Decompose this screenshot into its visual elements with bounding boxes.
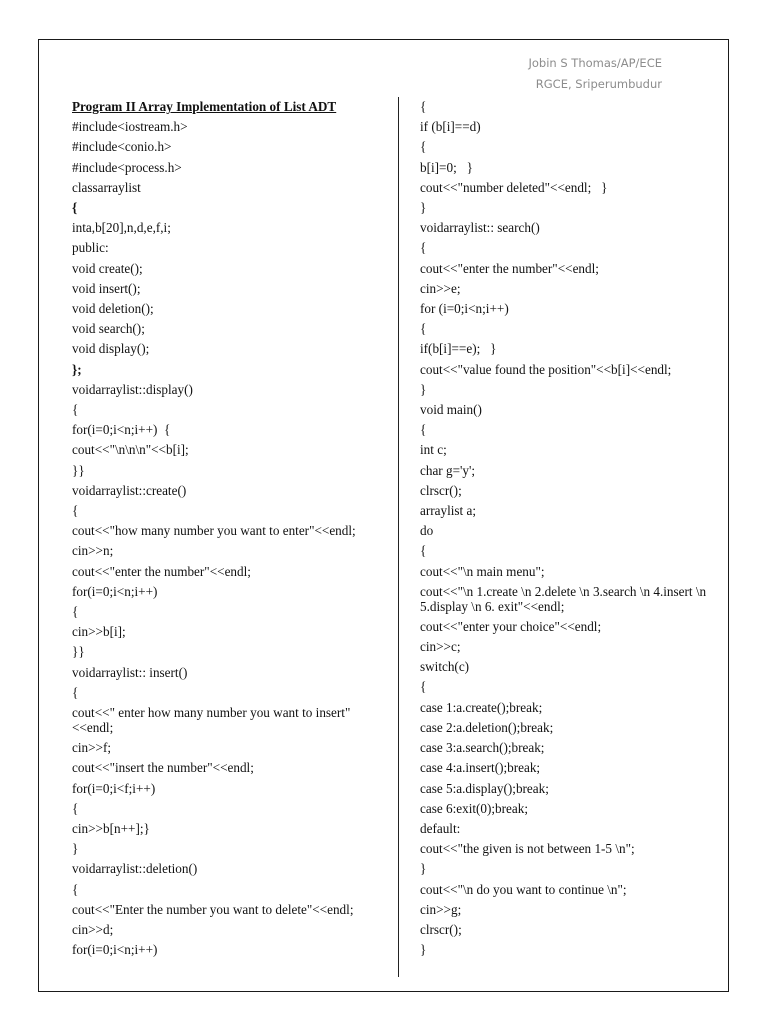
code-line: case 5:a.display();break; [420, 780, 549, 796]
code-line: { [420, 139, 427, 155]
code-line: default: [420, 820, 461, 836]
code-line: voidarraylist:: search() [420, 220, 540, 236]
code-line: { [72, 503, 79, 519]
code-line: cin>>d; [72, 921, 114, 937]
code-line: cin>>c; [420, 639, 461, 655]
code-line: for(i=0;i<n;i++) [72, 583, 158, 599]
code-line: clrscr(); [420, 921, 462, 937]
code-line: cin>>g; [420, 901, 462, 917]
code-line: }} [72, 644, 85, 660]
code-line: { [420, 543, 427, 559]
code-line: cout<<"number deleted"<<endl; } [420, 179, 608, 195]
code-line: void create(); [72, 260, 143, 276]
code-line: cin>>b[i]; [72, 624, 126, 640]
code-line: { [72, 402, 79, 418]
code-line: cout<<"Enter the number you want to delete"<<endl; [72, 901, 354, 917]
code-line: cout<<"\n\n\n"<<b[i]; [72, 442, 189, 458]
code-line: { [420, 321, 427, 337]
code-line: char g='y'; [420, 462, 476, 478]
code-line: } [420, 942, 427, 958]
code-line: } [420, 381, 427, 397]
code-line: if (b[i]==d) [420, 119, 481, 135]
code-line: void insert(); [72, 280, 141, 296]
code-line: cin>>f; [72, 740, 112, 756]
code-line: #include<iostream.h> [72, 119, 188, 135]
code-line: cout<<"\n main menu"; [420, 563, 545, 579]
code-line: case 2:a.deletion();break; [420, 719, 554, 735]
right-code-column [420, 97, 720, 960]
code-line: cin>>e; [420, 280, 461, 296]
code-line: cout<<"enter your choice"<<endl; [420, 618, 602, 634]
code-line: switch(c) [420, 659, 470, 675]
code-line: { [420, 679, 427, 695]
code-line: case 3:a.search();break; [420, 740, 545, 756]
code-line: clrscr(); [420, 482, 462, 498]
code-line: cin>>n; [72, 543, 114, 559]
code-line: public: [72, 240, 109, 256]
code-line: }; [72, 361, 82, 377]
code-line: for (i=0;i<n;i++) [420, 301, 509, 317]
program-title: Program II Array Implementation of List ADT [72, 99, 337, 114]
code-line: { [72, 881, 79, 897]
code-line: }} [72, 462, 85, 478]
code-line: #include<process.h> [72, 159, 182, 175]
code-line: } [72, 841, 79, 857]
header-institution: RGCE, Sriperumbudur [535, 77, 662, 91]
code-line: case 4:a.insert();break; [420, 760, 541, 776]
code-line: case 6:exit(0);break; [420, 800, 529, 816]
code-line: b[i]=0; } [420, 159, 473, 175]
code-line: classarraylist [72, 179, 141, 195]
code-line: #include<conio.h> [72, 139, 172, 155]
code-line: cout<<"value found the position"<<b[i]<<endl; [420, 361, 672, 377]
code-line: voidarraylist::display() [72, 381, 193, 397]
code-line: cout<<"enter the number"<<endl; [420, 260, 599, 276]
code-line: { [72, 604, 79, 620]
code-line: voidarraylist::deletion() [72, 861, 198, 877]
code-line: cout<<"insert the number"<<endl; [72, 760, 254, 776]
code-line: { [72, 800, 79, 816]
code-line: cout<<"\n 1.create \n 2.delete \n 3.search \n 4.insert \n 5.display \n 6. exit"<<endl; [420, 583, 710, 614]
code-line: void display(); [72, 341, 150, 357]
code-line: if(b[i]==e); } [420, 341, 497, 357]
code-line: cin>>b[n++];} [72, 820, 150, 836]
code-line: for(i=0;i<f;i++) [72, 780, 156, 796]
code-line: cout<<"how many number you want to enter"<<endl; [72, 523, 356, 539]
code-line: { [420, 99, 427, 114]
code-line: voidarraylist::create() [72, 482, 187, 498]
code-line: arraylist a; [420, 503, 477, 519]
code-line: voidarraylist:: insert() [72, 664, 188, 680]
code-line: { [72, 200, 78, 216]
code-line: int c; [420, 442, 447, 458]
code-line: } [420, 200, 427, 216]
code-line: cout<<"the given is not between 1-5 \n"; [420, 841, 635, 857]
code-line: { [72, 684, 79, 700]
page-header [528, 53, 662, 95]
code-line: } [420, 861, 427, 877]
header-author: Jobin S Thomas/AP/ECE [528, 56, 662, 70]
code-line: cout<<"\n do you want to continue \n"; [420, 881, 627, 897]
code-line: for(i=0;i<n;i++) [72, 942, 158, 958]
code-line: void main() [420, 402, 482, 418]
left-code-column [72, 97, 390, 960]
code-line: do [420, 523, 434, 539]
code-line: inta,b[20],n,d,e,f,i; [72, 220, 171, 236]
code-line: for(i=0;i<n;i++) { [72, 422, 171, 438]
code-line: case 1:a.create();break; [420, 699, 543, 715]
code-line: void deletion(); [72, 301, 154, 317]
code-line: cout<<" enter how many number you want to insert"<<endl; [72, 705, 351, 736]
code-line: { [420, 422, 427, 438]
code-line: { [420, 240, 427, 256]
code-line: void search(); [72, 321, 145, 337]
code-line: cout<<"enter the number"<<endl; [72, 563, 251, 579]
column-divider [398, 97, 399, 977]
